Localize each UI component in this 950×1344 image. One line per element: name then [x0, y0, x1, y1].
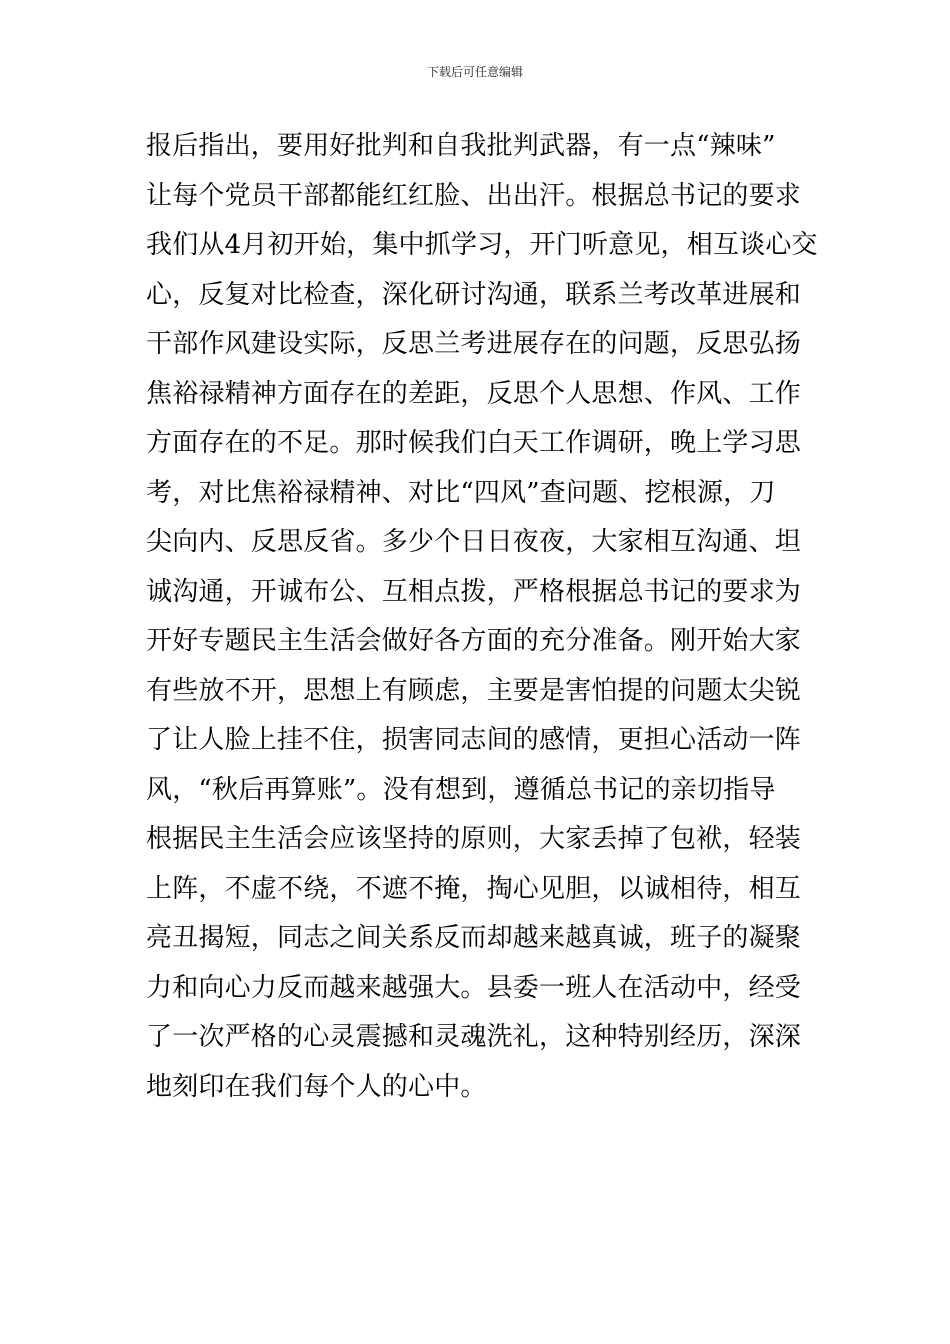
paragraph-line: 风，“秋后再算账”。没有想到，遵循总书记的亲切指导 [146, 774, 776, 805]
paragraph-line: 有些放不开，思想上有顾虑，主要是害怕提的问题太尖锐 [146, 675, 802, 706]
paragraph-line: 力和向心力反而越来越强大。县委一班人在活动中，经受 [146, 972, 802, 1003]
header-note: 下载后可任意编辑 [426, 65, 523, 79]
paragraph-line: 了让人脸上挂不住，损害同志间的感情，更担心活动一阵 [146, 725, 802, 755]
paragraph-line: 根据民主生活会应该坚持的原则，大家丢掉了包袱，轻装 [146, 824, 802, 854]
paragraph-line: 诚沟通，开诚布公、互相点拨，严格根据总书记的要求为 [146, 576, 802, 607]
paragraph-line: 干部作风建设实际，反思兰考进展存在的问题，反思弘扬 [146, 329, 802, 359]
paragraph-line: 亮丑揭短，同志之间关系反而却越来越真诚，班子的凝聚 [146, 923, 802, 953]
paragraph-line: 考，对比焦裕禄精神、对比“四风”查问题、挖根源，刀 [146, 477, 776, 508]
paragraph-line: 开好专题民主生活会做好各方面的充分准备。刚开始大家 [146, 626, 802, 656]
paragraph-line: 方面存在的不足。那时候我们白天工作调研，晚上学习思 [146, 428, 802, 458]
paragraph-line: 上阵，不虚不绕，不遮不掩，掏心见胆，以诚相待，相互 [146, 873, 802, 904]
paragraph-line: 焦裕禄精神方面存在的差距，反思个人思想、作风、工作 [146, 378, 802, 409]
paragraph-line: 了一次严格的心灵震撼和灵魂洗礼，这种特别经历，深深 [146, 1022, 802, 1052]
paragraph-line: 让每个党员干部都能红红脸、出出汗。根据总书记的要求 [146, 180, 802, 211]
body-paragraph [146, 122, 816, 1112]
paragraph-line: 尖向内、反思反省。多少个日日夜夜，大家相互沟通、坦 [146, 527, 802, 557]
paragraph-line: 我们从4月初开始，集中抓学习，开门听意见，相互谈心交 [146, 230, 818, 260]
paragraph-line: 心，反复对比检查，深化研讨沟通，联系兰考改革进展和 [146, 279, 802, 310]
paragraph-line: 报后指出，要用好批判和自我批判武器，有一点“辣味” [146, 131, 776, 161]
paragraph-line: 地刻印在我们每个人的心中。 [146, 1071, 487, 1102]
